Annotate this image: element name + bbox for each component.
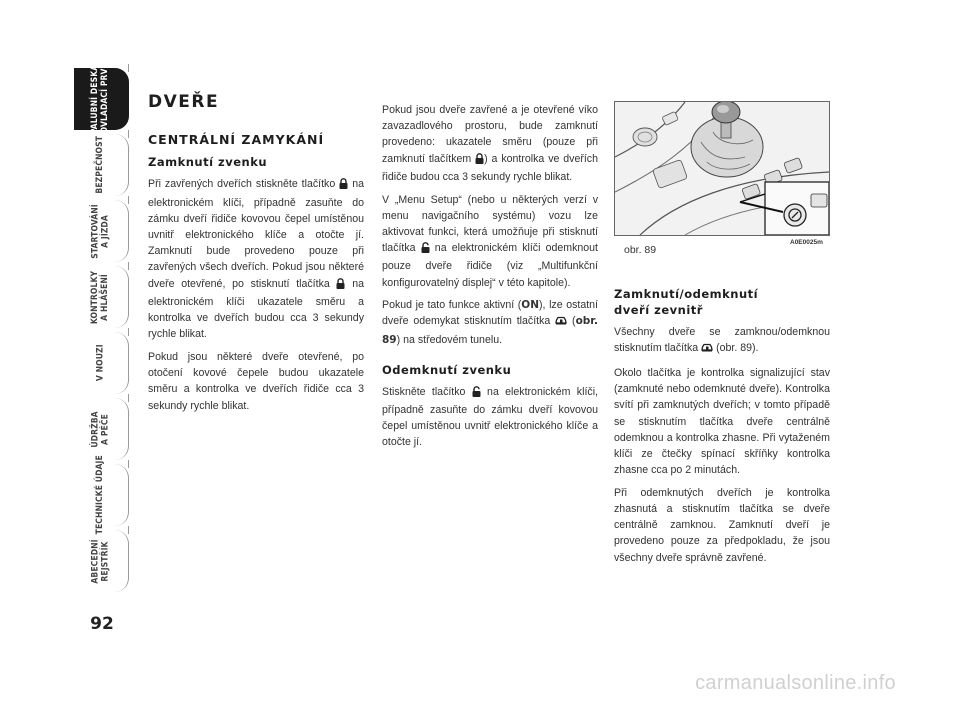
tab-bezpecnost[interactable]: [74, 134, 129, 196]
tab-v-nouzi[interactable]: [74, 332, 129, 394]
chapter-title: DVEŘE: [148, 92, 220, 112]
center-console-illustration: [615, 102, 829, 235]
column-2: [382, 102, 598, 457]
lock-icon: [475, 153, 484, 169]
unlock-icon: [472, 386, 481, 402]
paragraph: Pokud jsou některé dveře otevřené, po otočení kovové čepele budou ukazatele směru a kontrolka ve dveřích řidiče cca 3 sekundy rychle blikat.: [148, 350, 364, 412]
paragraph: Při odemknutých dveřích je kontrolka zhasnutá a stisknutím tlačítka se dveře centrálně zamknou. Zamknutí dveří je provedeno pouze za předpokladu, že jsou všechny dveře správně zavřené.: [614, 486, 830, 564]
tab-label: PALUBNÍ DESKA A OVLADACÍ PRVKY: [90, 56, 111, 142]
section-title: CENTRÁLNÍ ZAMYKÁNÍ: [148, 132, 325, 148]
tab-label: V NOUZI: [95, 344, 106, 382]
paragraph: Okolo tlačítka je kontrolka signalizující stav (zamknuté nebo odemknuté dveře). Kontrolka svítí při zamknutých dveřích; v tomto případě se stisknutím tlačítka dveře centrálně odemknou a kontrolka zhasne. Při vytaženém klíči ze čtečky spínací skříňky kontrolka zhasne cca po 2 minutách.: [614, 366, 830, 477]
figure-code: A0E0025m: [790, 239, 823, 246]
car-lock-icon: [701, 342, 713, 358]
paragraph: Pokud jsou dveře zavřené a je otevřené víko zavazadlového prostoru, bude zamknutí provedeno: ukazatele směru (pouze při zamknutí tlačítkem ) a kontrolka ve dveřích řidiče budou cca 3 sekundy rychle blikat.: [382, 104, 598, 183]
column-3: [614, 286, 830, 572]
figure-caption: obr. 89: [624, 244, 657, 256]
tab-technicke-udaje[interactable]: [74, 455, 129, 535]
paragraph: Při zavřených dveřích stiskněte tlačítko na elektronickém klíči, případně zasuňte do zámku dveří řidiče kovovou čepel umístěnou uvnitř elektronického klíče a otočte jí. Zamknutí bude provedeno pouze při zavřených všech dveřích. Pokud jsou některé dveře otevřené, po stisknutí tlačítka na elektronickém klíči ukazatele směru a kontrolka ve dveřích budou cca 3 sekundy rychle blikat.: [148, 178, 364, 341]
tab-label: STARTOVÁNÍ A JÍZDA: [90, 203, 111, 259]
tab-label: BEZPEČNOST: [95, 136, 106, 194]
subsection-title: Odemknutí zvenku: [382, 362, 512, 377]
tab-label: ABECEDNÍ REJSTŘÍK: [90, 538, 110, 584]
tab-label: KONTROLKY A HLÁŠENÍ: [90, 270, 110, 324]
tab-label: ÚDRŽBA A PÉČE: [90, 410, 110, 448]
car-lock-icon: [555, 315, 567, 331]
paragraph: Pokud je tato funkce aktivní (ON), lze ostatní dveře odemykat stisknutím tlačítka (obr. 89) na středovém tunelu.: [382, 299, 599, 346]
lock-icon: [339, 178, 348, 194]
subsection-title: Zamknutí/odemknutí dveří zevnitř: [614, 287, 759, 317]
unlock-icon: [421, 242, 430, 258]
tab-kontrolky[interactable]: [74, 266, 129, 328]
tab-palubni-deska[interactable]: [74, 56, 129, 142]
tab-startovani[interactable]: [74, 200, 129, 262]
tab-udrzba[interactable]: [74, 398, 129, 460]
watermark: carmanualsonline.info: [695, 672, 896, 694]
tab-rejstrik[interactable]: [74, 530, 129, 592]
figure-center-console: [614, 101, 830, 236]
page-number: 92: [90, 614, 114, 634]
figure-reference: obr. 89: [382, 315, 598, 346]
paragraph: V „Menu Setup“ (nebo u některých verzí v menu navigačního systému) vozu lze aktivovat funkci, která umožňuje při stisknutí tlačítka na elektronickém klíči odemknout pouze dveře řidiče (viz „Multifunkční konfigurovatelný displej“ v této kapitole).: [382, 193, 598, 289]
paragraph: Všechny dveře se zamknou/odemknou stisknutím tlačítka (obr. 89).: [614, 324, 830, 358]
chapter-tab-strip: [74, 56, 130, 596]
tab-label: TECHNICKÉ ÚDAJE: [95, 455, 106, 535]
column-1: [148, 94, 364, 420]
on-label: ON: [521, 299, 539, 312]
paragraph: Stiskněte tlačítko na elektronickém klíči, případně zasuňte do zámku dveří kovovou čepel umístěnou uvnitř elektronického klíče a otočte jí.: [382, 385, 598, 449]
subsection-title: Zamknutí zvenku: [148, 155, 268, 170]
